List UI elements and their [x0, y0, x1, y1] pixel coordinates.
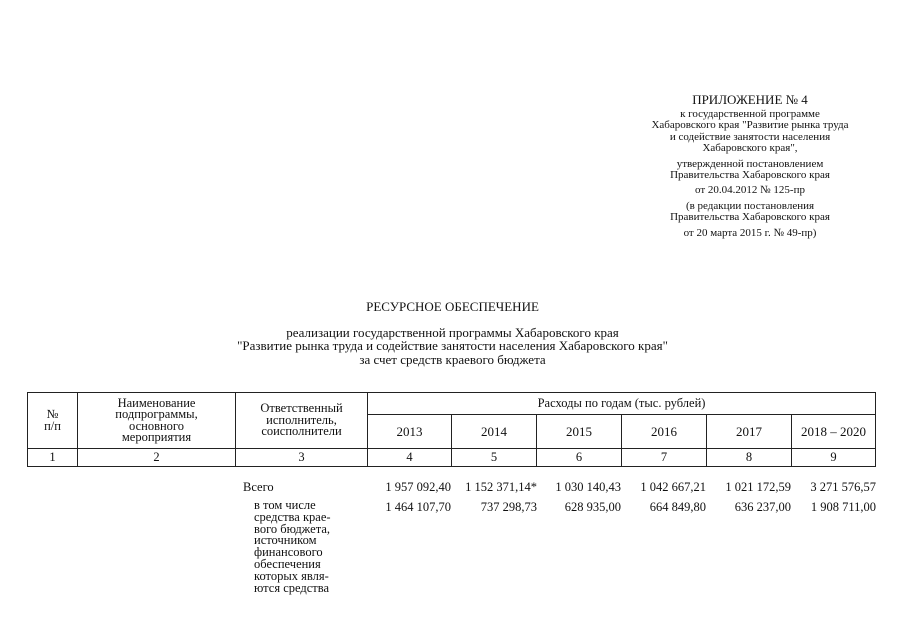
value-2016: 1 042 667,21: [640, 480, 706, 494]
heading-title: РЕСУРСНОЕ ОБЕСПЕЧЕНИЕ: [366, 299, 539, 314]
value-2018-2020: 3 271 576,57: [810, 480, 876, 494]
numbering-cell: 8: [707, 449, 792, 467]
value-2015: 628 935,00: [564, 500, 621, 514]
heading-line: "Развитие рынка труда и содействие занятости населения Хабаровского края": [237, 338, 668, 353]
year-cell: 2018 – 2020: [792, 415, 876, 449]
header-name: [78, 393, 236, 449]
value-2014: 1 152 371,14*: [465, 480, 537, 494]
value-2017: 1 021 172,59: [725, 480, 791, 494]
numbering-cell: 7: [622, 449, 707, 467]
numbering-cell: 5: [452, 449, 537, 467]
header-num-text: № п/п: [44, 407, 61, 433]
header-responsible-text: Ответственный исполнитель, соисполнители: [260, 401, 343, 439]
year-cell: 2016: [622, 415, 707, 449]
year-cell: 2013: [368, 415, 452, 449]
value-2014: 737 298,73: [480, 500, 537, 514]
heading-line: реализации государственной программы Хабаровского края: [286, 324, 619, 340]
resource-table: [27, 392, 876, 467]
appendix-line: от 20 марта 2015 г. № 49-пр): [683, 226, 817, 239]
year-cell: 2014: [452, 415, 537, 449]
appendix-line: Правительства Хабаровского края: [670, 169, 830, 182]
heading-line: за счет средств краевого бюджета: [359, 351, 546, 367]
value-2015: 1 030 140,43: [555, 480, 621, 494]
document-heading: [0, 300, 905, 366]
row-label: Всего: [243, 480, 274, 494]
appendix-line: утвержденной постановлением: [676, 157, 824, 170]
header-expenses: Расходы по годам (тыс. рублей): [368, 393, 876, 415]
appendix-line: (в редакции постановления: [685, 199, 815, 212]
row-label: в том числе средства крае- вого бюджета, источником финансового обеспечения которых явля- ются средства: [254, 498, 331, 595]
numbering-cell: 3: [236, 449, 368, 467]
appendix-line: от 20.04.2012 № 125-пр: [695, 184, 805, 197]
header-num: [28, 393, 78, 449]
appendix-line: Правительства Хабаровского края: [670, 211, 830, 224]
year-cell: 2017: [707, 415, 792, 449]
numbering-cell: 6: [537, 449, 622, 467]
value-2017: 636 237,00: [734, 500, 791, 514]
appendix-line: к государственной программе: [680, 108, 820, 120]
numbering-cell: 9: [792, 449, 876, 467]
year-cell: 2015: [537, 415, 622, 449]
appendix-line: Хабаровского края "Развитие рынка труда: [651, 119, 849, 132]
appendix-line: и содействие занятости населения: [669, 130, 831, 143]
appendix-line: Хабаровского края",: [702, 142, 798, 155]
numbering-cell: 2: [78, 449, 236, 467]
header-responsible: [236, 393, 368, 449]
numbering-cell: 1: [28, 449, 78, 467]
value-2016: 664 849,80: [649, 500, 706, 514]
numbering-cell: 4: [368, 449, 452, 467]
appendix-block: [600, 92, 900, 239]
value-2013: 1 464 107,70: [385, 500, 451, 514]
appendix-title: ПРИЛОЖЕНИЕ № 4: [692, 92, 808, 107]
value-2018-2020: 1 908 711,00: [810, 500, 876, 514]
value-2013: 1 957 092,40: [385, 480, 451, 494]
header-name-text: Наименование подпрограммы, основного мероприятия: [115, 395, 198, 444]
